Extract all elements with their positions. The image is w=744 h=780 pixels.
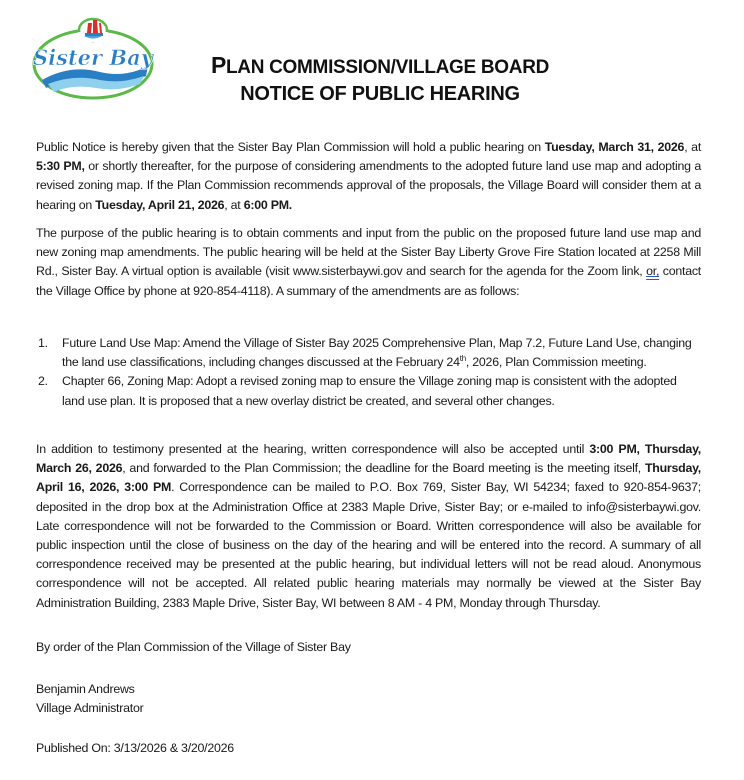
page-title [160, 52, 600, 108]
board-hearing-date: Tuesday, April 21, 2026 [95, 197, 225, 212]
board-deadline: Thursday, April 16, 2026, 3:00 PM [36, 461, 701, 495]
hearing-announcement-paragraph: Public Notice is hereby given that the Sister Bay Plan Commission will hold a public hearing on Tuesday, March 31, 2026, at 5:30 PM, or shortly thereafter, for the purpose of considering amendments to the adopted future land use map and adopting a revised zoning map. If the Plan Commission recommends approval of the proposals, the Village Board will consider them at a hearing on Tuesday, April 21, 2026, at 6:00 PM. [36, 140, 702, 212]
logo-graphic [30, 14, 156, 104]
commission-hearing-time: 5:30 PM, [36, 159, 85, 174]
list-item: 2. Chapter 66, Zoning Map: Adopt a revised zoning map to ensure the Village zoning map is consistent with the adopted land use plan. It is proposed that a new overlay district be created, and several other changes. [38, 374, 677, 408]
order-statement: By order of the Plan Commission of the Village of Sister Bay [36, 640, 351, 654]
correspondence-paragraph: In addition to testimony presented at the hearing, written correspondence will also be accepted until 3:00 PM, Thursday, March 26, 2026, and forwarded to the Plan Commission; the deadline for the Board meeting is the meeting itself, Thursday, April 16, 2026, 3:00 PM. Correspondence can be mailed to P.O. Box 769, Sister Bay, WI 54234; faxed to 920-854-9637; deposited in the drop box at the Administration Office at 2383 Maple Drive, Sister Bay; or e-mailed to info@sisterbaywi.gov. Late correspondence will not be forwarded to the Commission or Board. Written correspondence will also be available for public inspection until the close of business on the day of the hearing and will be entered into the record. A summary of all correspondence received may be presented at the public hearing, but individual letters will not be read aloud. Anonymous correspondence will not be accepted. All related public hearing materials may normally be viewed at the Sister Bay Administration Building, 2383 Maple Drive, Sister Bay, WI between 8 AM - 4 PM, Monday through Thursday. [36, 442, 701, 610]
spellcheck-underlined-word: or, [646, 264, 660, 279]
signer-name: Benjamin Andrews [36, 682, 135, 696]
logo-text: Sister Bay [33, 45, 153, 70]
published-dates: Published On: 3/13/2026 & 3/20/2026 [36, 741, 234, 755]
purpose-paragraph: The purpose of the public hearing is to obtain comments and input from the public on the proposed future land use map and new zoning map amendments. The public hearing will be held at the Sister Bay Liberty Grove Fire Station located at 2258 Mill Rd., Sister Bay. A virtual option is available (visit www.sisterbaywi.gov and search for the agenda for the Zoom link, or, contact the Village Office by phone at 920-854-4118). A summary of the amendments are as follows: [36, 226, 701, 298]
title-line-1: PLAN COMMISSION/VILLAGE BOARD [210, 52, 550, 78]
amendments-list [36, 334, 701, 411]
sister-bay-logo [30, 14, 156, 104]
board-hearing-time: 6:00 PM. [243, 197, 292, 212]
title-line-2: NOTICE OF PUBLIC HEARING [240, 83, 520, 105]
signer-title: Village Administrator [36, 701, 144, 715]
commission-hearing-date: Tuesday, March 31, 2026 [544, 140, 685, 154]
list-item: 1. Future Land Use Map: Amend the Village of Sister Bay 2025 Comprehensive Plan, Map 7.2, Future Land Use, changing the land use classifications, including changes discussed at the February 24th, 2026, Plan Commission meeting. [38, 336, 692, 370]
commission-deadline: 3:00 PM, Thursday, March 26, 2026 [36, 442, 701, 476]
